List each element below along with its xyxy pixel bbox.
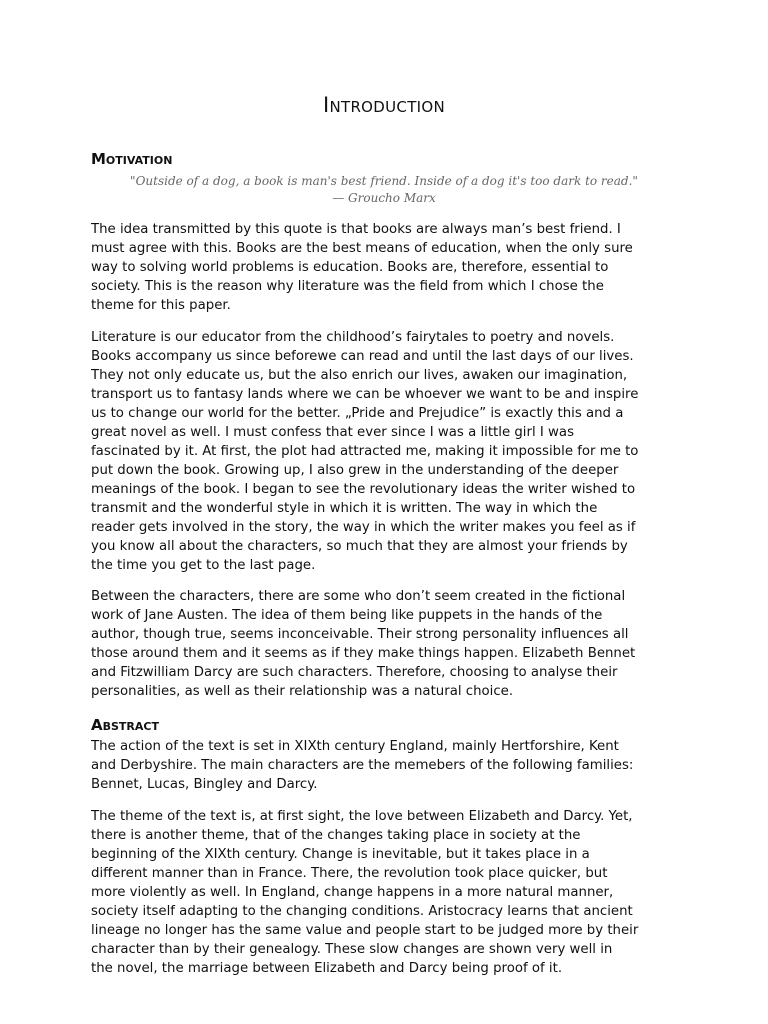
text-line: different manner than in France. There, the revolution took place quicker, but	[91, 866, 608, 881]
text-line: those around them and it seems as if they make things happen. Elizabeth Bennet	[91, 646, 636, 661]
paragraph	[91, 220, 681, 315]
paragraph	[91, 807, 681, 978]
text-line: reader gets involved in the story, the way in which the writer makes you feel as if	[91, 520, 636, 535]
quote-text: "Outside of a dog, a book is man's best friend. Inside of a dog it's too dark to read."	[130, 174, 638, 188]
text-line: us to change our world for the better. „Pride and Prejudice” is exactly this and a	[91, 406, 624, 421]
text-line: society. This is the reason why literature was the field from which I chose the	[91, 279, 604, 294]
text-line: theme for this paper.	[91, 298, 231, 313]
quote-author: — Groucho Marx	[332, 191, 436, 205]
epigraph-quote	[91, 173, 677, 207]
text-line: and Derbyshire. The main characters are the memebers of the following families:	[91, 758, 634, 773]
text-line: there is another theme, that of the changes taking place in society at the	[91, 828, 581, 843]
text-line: lineage no longer has the same value and people start to be judged more by their	[91, 923, 639, 938]
text-line: Literature is our educator from the childhood’s fairytales to poetry and novels.	[91, 330, 615, 345]
paragraph	[91, 328, 681, 575]
text-line: They not only educate us, but the also enrich our lives, awaken our imagination,	[91, 368, 628, 383]
text-line: the novel, the marriage between Elizabeth and Darcy being proof of it.	[91, 961, 563, 976]
text-line: the time you get to the last page.	[91, 558, 316, 573]
text-line: society itself adapting to the changing conditions. Aristocracy learns that ancient	[91, 904, 633, 919]
text-line: personalities, as well as their relationship was a natural choice.	[91, 684, 514, 699]
text-line: Between the characters, there are some who don’t seem created in the fictional	[91, 589, 626, 604]
text-line: put down the book. Growing up, I also grew in the understanding of the deeper	[91, 463, 619, 478]
text-line: way to solving world problems is education. Books are, therefore, essential to	[91, 260, 609, 275]
text-line: meanings of the book. I began to see the revolutionary ideas the writer wished to	[91, 482, 636, 497]
text-line: The idea transmitted by this quote is that books are always man’s best friend. I	[91, 222, 621, 237]
text-line: great novel as well. I must confess that ever since I was a little girl I was	[91, 425, 574, 440]
text-line: transport us to fantasy lands where we can be whoever we want to be and inspire	[91, 387, 639, 402]
section-heading-abstract: Abstract	[91, 716, 159, 734]
text-line: transmit and the wonderful style in which it is written. The way in which the	[91, 501, 598, 516]
text-line: must agree with this. Books are the best means of education, when the only sure	[91, 241, 633, 256]
text-line: character than by their genealogy. These slow changes are shown very well in	[91, 942, 613, 957]
text-line: more violently as well. In England, change happens in a more natural manner,	[91, 885, 614, 900]
text-line: fascinated by it. At first, the plot had attracted me, making it impossible for me to	[91, 444, 639, 459]
page-title: Introduction	[322, 93, 446, 117]
text-line: you know all about the characters, so much that they are almost your friends by	[91, 539, 628, 554]
text-line: The theme of the text is, at first sight, the love between Elizabeth and Darcy. Yet,	[91, 809, 633, 824]
paragraph	[91, 737, 681, 794]
paragraph	[91, 587, 681, 701]
section-heading-motivation: Motivation	[91, 150, 173, 168]
text-line: beginning of the XIXth century. Change is inevitable, but it takes place in a	[91, 847, 590, 862]
text-line: Bennet, Lucas, Bingley and Darcy.	[91, 777, 318, 792]
text-line: and Fitzwilliam Darcy are such characters. Therefore, choosing to analyse their	[91, 665, 618, 680]
text-line: work of Jane Austen. The idea of them being like puppets in the hands of the	[91, 608, 603, 623]
text-line: author, though true, seems inconceivable. Their strong personality influences all	[91, 627, 629, 642]
text-line: Books accompany us since beforewe can read and until the last days of our lives.	[91, 349, 634, 364]
text-line: The action of the text is set in XIXth century England, mainly Hertforshire, Kent	[91, 739, 619, 754]
